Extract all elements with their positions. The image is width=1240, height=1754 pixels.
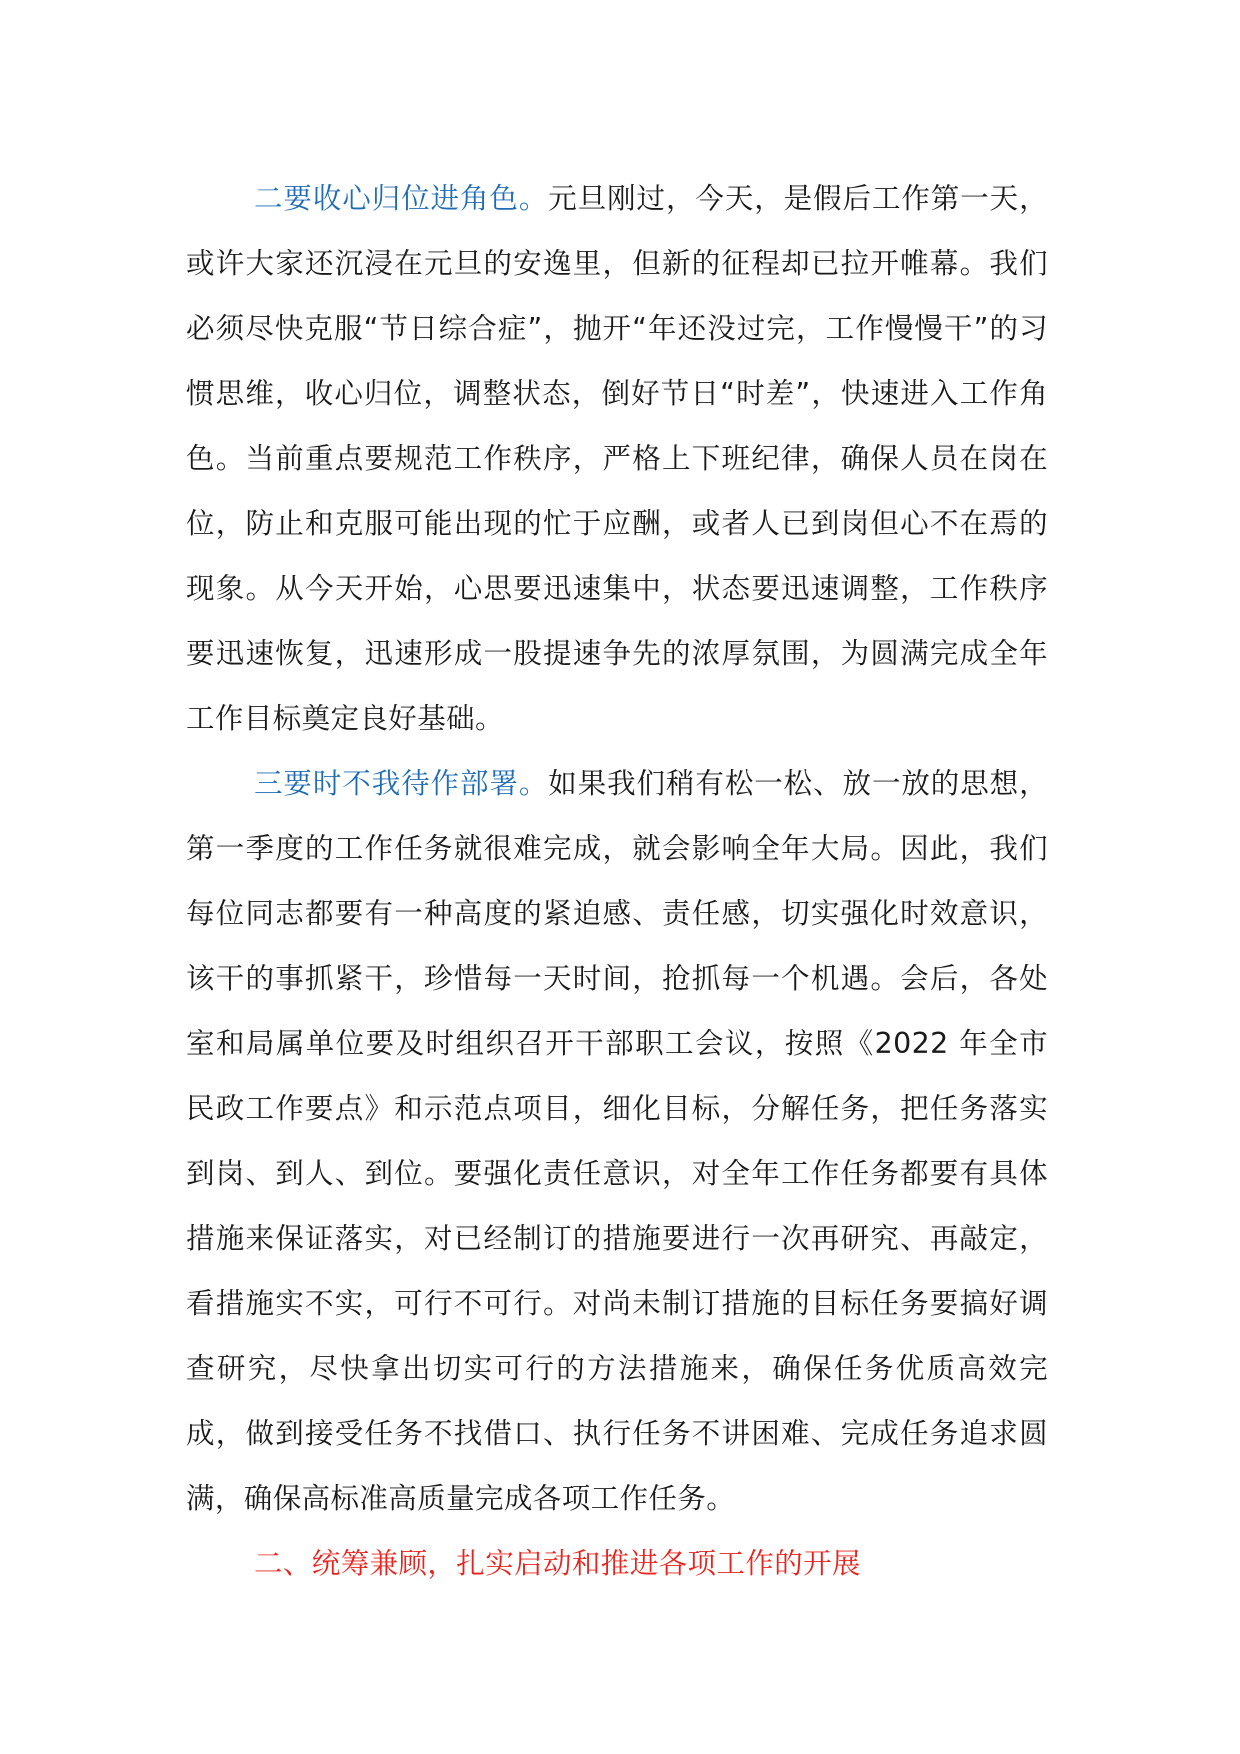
section-heading-text: 二、统筹兼顾，扎实启动和推进各项工作的开展 (254, 1547, 861, 1580)
section-heading (186, 1531, 1048, 1596)
paragraph-body-text: 元旦刚过，今天，是假后工作第一天，或许大家还沉浸在元旦的安逸里，但新的征程却已拉开帷幕。我们必须尽快克服“节日综合症”，抛开“年还没过完，工作慢慢干”的习惯思维，收心归位，调整状态，倒好节日“时差”，快速进入工作角色。当前重点要规范工作秩序，严格上下班纪律，确保人员在岗在位，防止和克服可能出现的忙于应酬，或者人已到岗但心不在焉的现象。从今天开始，心思要迅速集中，状态要迅速调整，工作秩序要迅速恢复，迅速形成一股提速争先的浓厚氛围，为圆满完成全年工作目标奠定良好基础。 (186, 182, 1048, 735)
paragraph-lead-heading: 二要收心归位进角色。 (254, 182, 549, 215)
paragraph (186, 166, 1048, 751)
document-body (186, 166, 1048, 1596)
paragraph (186, 751, 1048, 1531)
paragraph-body-text: 如果我们稍有松一松、放一放的思想，第一季度的工作任务就很难完成，就会影响全年大局。因此，我们每位同志都要有一种高度的紧迫感、责任感，切实强化时效意识，该干的事抓紧干，珍惜每一天时间，抢抓每一个机遇。会后，各处室和局属单位要及时组织召开干部职工会议，按照《2022 年全市民政工作要点》和示范点项目，细化目标，分解任务，把任务落实到岗、到人、到位。要强化责任意识，对全年工作任务都要有具体措施来保证落实，对已经制订的措施要进行一次再研究、再敲定，看措施实不实，可行不可行。对尚未制订措施的目标任务要搞好调查研究，尽快拿出切实可行的方法措施来，确保任务优质高效完成，做到接受任务不找借口、执行任务不讲困难、完成任务追求圆满，确保高标准高质量完成各项工作任务。 (186, 767, 1048, 1515)
paragraph-lead-heading: 三要时不我待作部署。 (254, 767, 549, 800)
